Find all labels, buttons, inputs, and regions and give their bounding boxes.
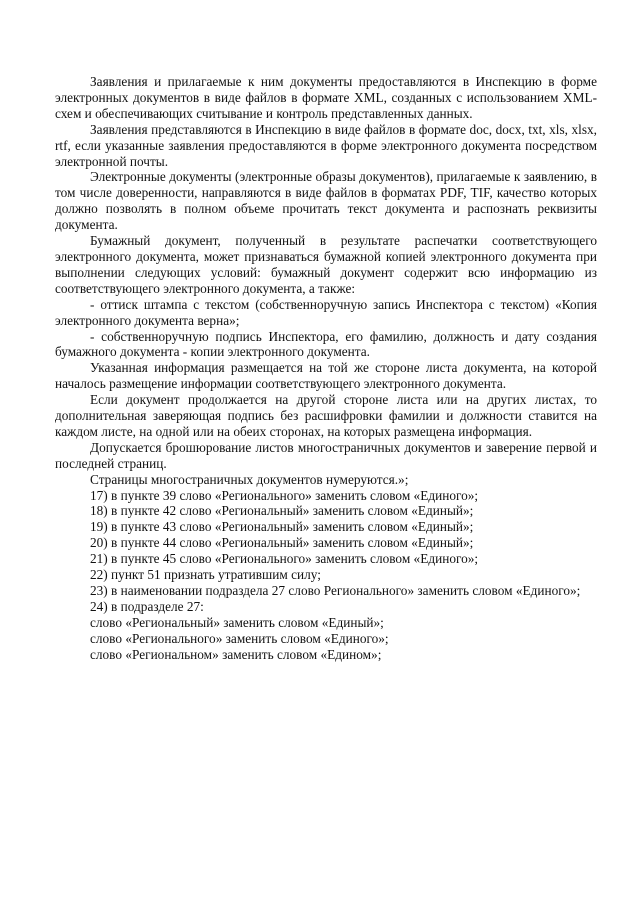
document-page [55,74,597,663]
list-item-22: 22) пункт 51 признать утратившим силу; [90,567,321,583]
paragraph-electronic-images: Электронные документы (электронные образы документов), прилагаемые к заявлению, в том числе доверенности, направляются в виде файлов в форматах PDF, TIF, качество которых должно позволять в полном объеме прочитать текст документа и распознать реквизиты документа. [55,169,597,233]
paragraph-numbering: Страницы многостраничных документов нумеруются.»; [90,471,409,487]
list-item-20: 20) в пункте 44 слово «Региональный» заменить словом «Единый»; [90,535,474,551]
paragraph-xml-format: Заявления и прилагаемые к ним документы предоставляются в Инспекцию в форме электронных документов в виде файлов в формате XML, созданных с использованием XML-схем и обеспечивающих считывание и контроль представленных данных. [55,74,597,121]
paragraph-paper-copy: Бумажный документ, полученный в результате распечатки соответствующего электронного документа, может признаваться бумажной копией электронного документа при выполнении следующих условий: бумажный документ содержит всю информацию из соответствующего электронного документа, а также: [55,233,597,296]
sub-item-regionalnom: слово «Региональном» заменить словом «Едином»; [90,646,382,662]
list-item-23: 23) в наименовании подраздела 27 слово Регионального» заменить словом «Единого»; [90,583,581,598]
list-item-17: 17) в пункте 39 слово «Регионального» заменить словом «Единого»; [90,487,479,503]
list-item-19: 19) в пункте 43 слово «Региональный» заменить словом «Единый»; [90,519,474,535]
paragraph-email-format: Заявления представляются в Инспекцию в виде файлов в формате doc, docx, txt, xls, xlsx, rtf, если указанные заявления предоставляются в форме электронного документа посредством электронной почты. [55,121,597,169]
list-item-21: 21) в пункте 45 слово «Регионального» заменить словом «Единого»; [90,551,479,567]
paragraph-other-side: Если документ продолжается на другой стороне листа или на других листах, то дополнительная заверяющая подпись без расшифровки фамилии и должности ставится на каждом листе, на одной или на обеих сторонах, на которых размещена информация. [55,392,597,439]
paragraph-binding: Допускается брошюрование листов многостраничных документов и заверение первой и последней страниц. [55,439,597,471]
paragraph-same-side: Указанная информация размещается на той же стороне листа документа, на которой началось размещение информации соответствующего электронного документа. [55,360,597,392]
paragraph-stamp: - оттиск штампа с текстом (собственноручную запись Инспектора с текстом) «Копия электронного документа верна»; [55,296,597,328]
list-item-24: 24) в подразделе 27: [90,598,204,614]
sub-item-regionalny: слово «Региональный» заменить словом «Единый»; [90,614,384,630]
sub-item-regionalnogo: слово «Регионального» заменить словом «Единого»; [90,630,389,646]
list-item-18: 18) в пункте 42 слово «Региональный» заменить словом «Единый»; [90,503,474,519]
paragraph-signature: - собственноручную подпись Инспектора, его фамилию, должность и дату создания бумажного документа - копии электронного документа. [55,328,597,360]
